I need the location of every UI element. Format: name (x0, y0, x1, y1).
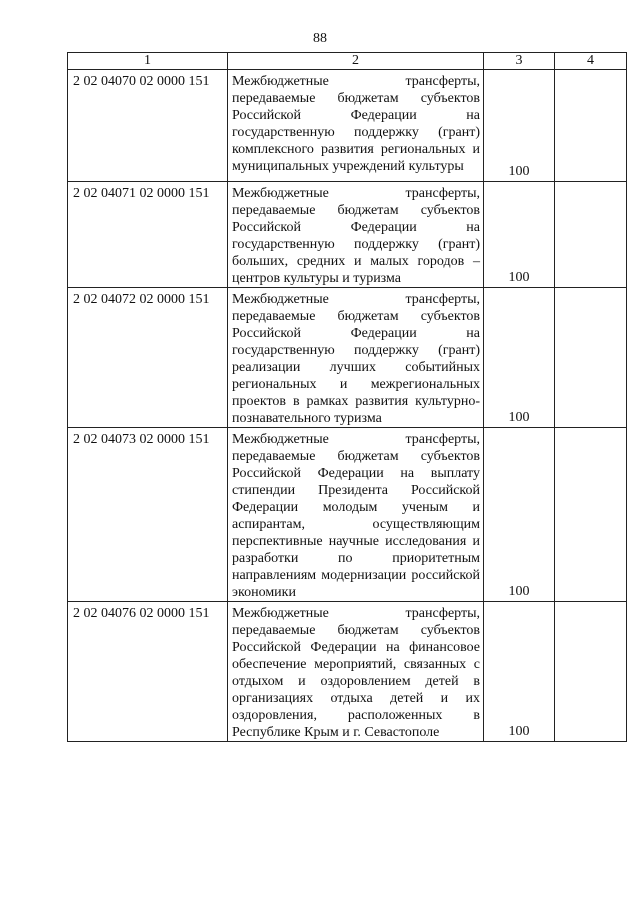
description-cell: Межбюджетные трансферты, передаваемые бюджетам субъектов Российской Федерации на государственную поддержку (грант) реализации лучших событийных региональных и межрегиональных проектов в рамках развития культурно-познавательного туризма (228, 288, 484, 428)
column-header-4: 4 (555, 53, 627, 70)
description-cell: Межбюджетные трансферты, передаваемые бюджетам субъектов Российской Федерации на выплату стипендии Президента Российской Федерации молодым ученым и аспирантам, осуществляющим перспективные научные исследования и разработки по приоритетным направлениям модернизации российской экономики (228, 428, 484, 602)
description-cell: Межбюджетные трансферты, передаваемые бюджетам субъектов Российской Федерации на финансовое обеспечение мероприятий, связанных с отдыхом и оздоровлением детей в организациях отдыха детей и их оздоровления, расположенных в Республике Крым и г. Севастополе (228, 602, 484, 742)
budget-code-cell: 2 02 04071 02 0000 151 (68, 182, 228, 288)
value-cell-col4 (555, 182, 627, 288)
value-cell-col4 (555, 602, 627, 742)
table-header-row (68, 53, 627, 70)
column-header-2: 2 (228, 53, 484, 70)
description-cell: Межбюджетные трансферты, передаваемые бюджетам субъектов Российской Федерации на государственную поддержку (грант) больших, средних и малых городов – центров культуры и туризма (228, 182, 484, 288)
budget-code-cell: 2 02 04070 02 0000 151 (68, 70, 228, 182)
value-cell-col3: 100 (484, 70, 555, 182)
value-cell-col3: 100 (484, 288, 555, 428)
value-cell-col4 (555, 428, 627, 602)
value-cell-col3: 100 (484, 428, 555, 602)
table-row (68, 70, 627, 182)
budget-table (67, 52, 627, 742)
column-header-3: 3 (484, 53, 555, 70)
budget-code-cell: 2 02 04072 02 0000 151 (68, 288, 228, 428)
column-header-1: 1 (68, 53, 228, 70)
value-cell-col3: 100 (484, 602, 555, 742)
table-row (68, 182, 627, 288)
budget-code-cell: 2 02 04073 02 0000 151 (68, 428, 228, 602)
value-cell-col4 (555, 70, 627, 182)
table-row (68, 428, 627, 602)
page-number: 88 (313, 31, 327, 46)
description-cell: Межбюджетные трансферты, передаваемые бюджетам субъектов Российской Федерации на государственную поддержку (грант) комплексного развития региональных и муниципальных учреждений культуры (228, 70, 484, 182)
value-cell-col4 (555, 288, 627, 428)
value-cell-col3: 100 (484, 182, 555, 288)
table-row (68, 288, 627, 428)
budget-code-cell: 2 02 04076 02 0000 151 (68, 602, 228, 742)
table-row (68, 602, 627, 742)
